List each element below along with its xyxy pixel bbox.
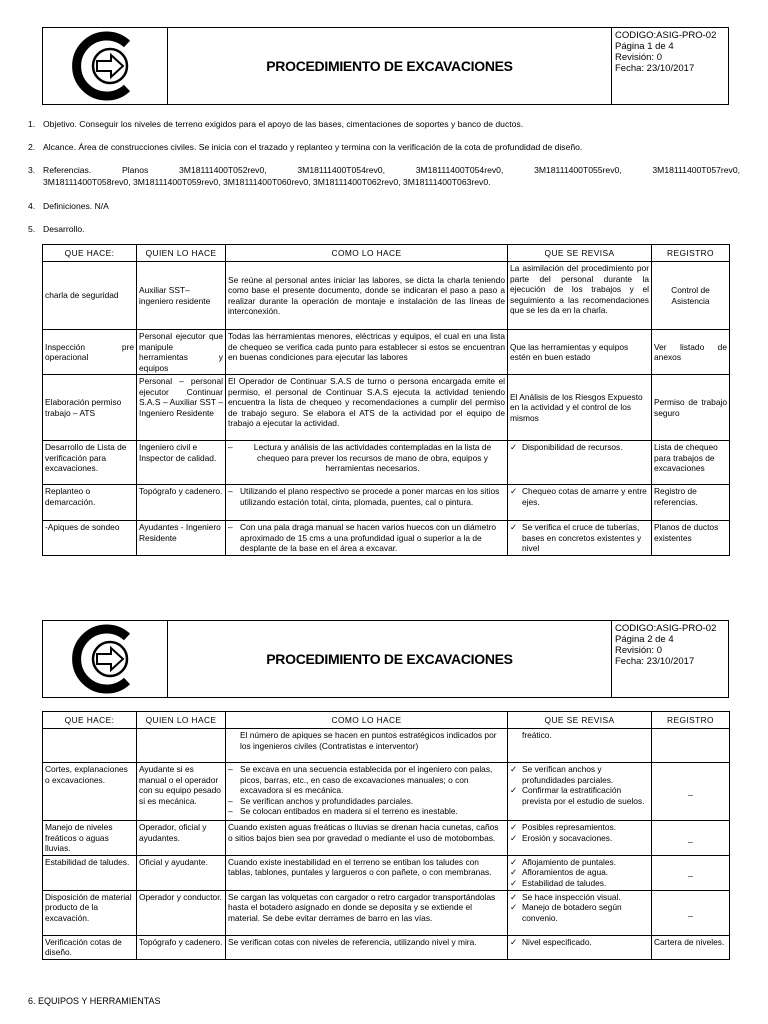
section-desarrollo: 5. Desarrollo. [28,224,85,234]
document-title: PROCEDIMIENTO DE EXCAVACIONES [168,28,612,104]
section-alcance: 2. Alcance. Área de construcciones civiles. Se inicia con el trazado y replanteo y termina con la verificación de la cota de profundidad de diseño. [28,142,583,152]
document-code: CODIGO:ASIG-PRO-02 [615,623,717,634]
table-row: Inspección pre operacional Personal ejecutor que manipule herramientas y equipos Todas las herramientas menores, eléctricas y equipos, el cual en una lista de chequeo se verifica cada punto para establecer si estos se encuentran en buenas condiciones para ejecutar las labores Que las herramientas y equipos estén en buen estado Ver listado de anexos [43,330,730,375]
table-row: charla de seguridad Auxiliar SST– ingeniero residente Se reúne al personal antes iniciar las labores, se dicta la charla teniendo como base el presente documento, donde se indicaran el paso a paso a realizar durante la operación de montaje e instalación de las líneas de interconexión. La asimilación del procedimiento por parte del personal durante la ejecución de los trabajos y el seguimiento a las recomendaciones que se les da en la charla. Control de Asistencia [43,262,730,330]
company-logo [43,28,168,104]
procedure-table-page1 [42,244,730,556]
company-logo [43,621,168,697]
document-meta [612,28,728,104]
table-row: Elaboración permiso trabajo – ATS Personal – personal ejecutor Continuar S.A.S – Auxiliar SST – Ingeniero Residente El Operador de Continuar S.A.S de turno o persona encargada emite el permiso, el personal de Continuar S.A.S ejecuta la actividad teniendo encuentra la lista de chequeo y recomendaciones a cumplir del permiso de trabajo seguro. Se elabora el ATS de la actividad por el equipo de trabajo a ejecutar la actividad. El Análisis de los Riesgos Expuesto en la actividad y el control de los mismos Permiso de trabajo seguro [43,375,730,441]
table-header-row: QUE HACE: QUIEN LO HACE COMO LO HACE QUE SE REVISA REGISTRO [43,245,730,262]
page-number: Página 2 de 4 [615,634,674,645]
section-objetivo: 1. Objetivo. Conseguir los niveles de terreno exigidos para el apoyo de las bases, cimentaciones de soportes y banco de ductos. [28,119,524,129]
section-equipos: 6. EQUIPOS Y HERRAMIENTAS [28,996,161,1006]
table-row: Verificación cotas de diseño. Topógrafo y cadenero. Se verifican cotas con niveles de referencia, utilizando nivel y mira. ✓ Nivel especificado. Cartera de niveles. [43,935,730,959]
document-meta [612,621,728,697]
section-definiciones: 4. Definiciones. N/A [28,201,109,211]
procedure-table-page2 [42,711,730,960]
table-row: Estabilidad de taludes. Oficial y ayudante. Cuando existe inestabilidad en el terreno se entiban los taludes con tablas, tablones, puntales y largueros o con pañete, o con membranas. ✓ Aflojamiento de puntales. ✓ Afloramientos de agua. ✓ Estabilidad de taludes. _ [43,855,730,890]
table-row: -Apiques de sondeo Ayudantes - Ingeniero Residente – Con una pala draga manual se hacen varios huecos con un diámetro aproximado de 15 cms a una profundidad igual o superior a la de desplante de la base en el área a excavar. ✓ Se verifica el cruce de tuberías, bases en concretos existentes y nivel Planos de ductos existentes [43,521,730,556]
document-title: PROCEDIMIENTO DE EXCAVACIONES [168,621,612,697]
table-row: Desarrollo de Lista de verificación para excavaciones. Ingeniero civil e Inspector de calidad. – Lectura y análisis de las actividades contempladas en la lista de chequeo para prever los recursos de mano de obra, equipos y herramientas necesarios. ✓ Disponibilidad de recursos. Lista de chequeo para trabajos de excavaciones [43,441,730,485]
table-row: Disposición de material producto de la excavación. Operador y conductor. Se cargan las volquetas con cargador o retro cargador transportándolas hasta el botadero asignado en donde se deposita y se extiende el material. Se debe evitar derrames de barro en las vías. ✓ Se hace inspección visual. ✓ Manejo de botadero según convenio. _ [43,890,730,935]
section-referencias: 3. Referencias. Planos 3M18111400T052rev0, 3M18111400T054rev0, 3M18111400T054rev0, 3M18111400T055rev0, 3M18111400T057rev0, 3M18111400T058rev0, 3M18111400T059rev0, 3M18111400T060rev0, 3M18111400T062rev0, 3M18111400T063rev0. [28,165,740,187]
table-header-row: QUE HACE: QUIEN LO HACE COMO LO HACE QUE SE REVISA REGISTRO [43,712,730,729]
page-number: Página 1 de 4 [615,41,674,52]
table-row: Replanteo o demarcación. Topógrafo y cadenero. – Utilizando el plano respectivo se procede a poner marcas en los sitios utilizando estación total, cinta, plomada, puentes, cal o pintura. ✓ Chequeo cotas de amarre y entre ejes. Registro de referencias. [43,485,730,521]
page2-header [42,620,729,698]
revision: Revisión: 0 [615,52,662,63]
revision: Revisión: 0 [615,645,662,656]
table-row: Cortes, explanaciones o excavaciones. Ayudante si es manual o el operador con su equipo pesado si es mecánica. – Se excava en una secuencia establecida por el ingeniero con palas, picos, barras, etc., en caso de excavaciones manuales; o con excavadora si es mecánica. – Se verifican anchos y profundidades parciales. – Se colocan entibados en madera si el terreno es inestable. ✓ Se verifican anchos y profundidades parciales. ✓ Confirmar la estratificación prevista por el estudio de suelos. _ [43,763,730,821]
date: Fecha: 23/10/2017 [615,656,695,667]
table-row: El número de apiques se hacen en puntos estratégicos indicados por los ingenieros civiles (Contratistas e interventor) freático. [43,729,730,763]
table-row: Manejo de niveles freáticos o aguas lluvias. Operador, oficial y ayudantes. Cuando existen aguas freáticas o lluvias se drenan hacia cunetas, caños o sitios bajos bien sea por gravedad o mediante el uso de motobombas. ✓ Posibles represamientos. ✓ Erosión y socavaciones. _ [43,821,730,856]
page1-header [42,27,729,105]
document-code: CODIGO:ASIG-PRO-02 [615,30,717,41]
date: Fecha: 23/10/2017 [615,63,695,74]
